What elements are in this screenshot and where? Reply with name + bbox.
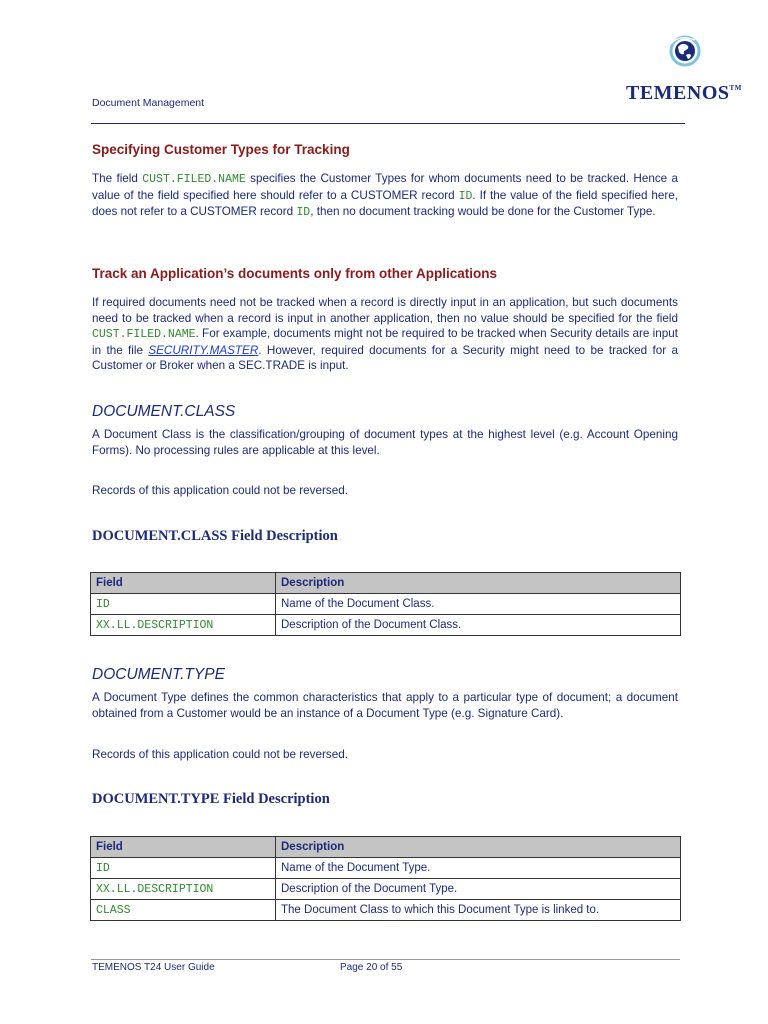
document-class-field-table — [90, 572, 681, 636]
table-header-row — [91, 837, 681, 858]
heading-customer-types: Specifying Customer Types for Tracking — [92, 142, 350, 157]
field-name-cell: ID — [91, 858, 276, 879]
description-cell: Name of the Document Type. — [276, 858, 681, 879]
field-name-cell: XX.LL.DESCRIPTION — [91, 615, 276, 636]
column-header-field: Field — [91, 837, 276, 858]
paragraph-customer-types: The field CUST.FILED.NAME specifies the Customer Types for whom documents need to be tracked. Hence a value of the field specified here should refer to a CUSTOMER record ID. If the value of the field specified here, does not refer to a CUSTOMER record ID, then no document tracking would be done for the Customer Type. — [92, 172, 679, 219]
table-row — [91, 594, 681, 615]
table-header-row — [91, 573, 681, 594]
paragraph-document-type: A Document Type defines the common characteristics that apply to a particular type of document; a document obtained from a Customer would be an instance of a Document Type (e.g. Signature Card). — [92, 691, 678, 720]
temenos-wordmark: TEMENOS™ — [626, 82, 742, 104]
description-cell: Description of the Document Class. — [276, 615, 681, 636]
page-header-title: Document Management — [92, 97, 205, 109]
footer-divider — [91, 959, 680, 960]
table-row — [91, 900, 681, 921]
paragraph-track-applications: If required documents need not be tracked when a record is directly input in an application, but such documents need to be tracked when a record is input in another application, then no value should be specified for the field CUST.FILED.NAME. For example, documents might not be required to be tracked when Security details are input in the file SECURITY.MASTER. However, required documents for a Security might need to be tracked for a Customer or Broker when a SEC.TRADE is input. — [92, 296, 678, 372]
heading-document-class: DOCUMENT.CLASS — [92, 403, 236, 420]
footer-guide-title: TEMENOS T24 User Guide — [92, 962, 215, 973]
field-name-cell: XX.LL.DESCRIPTION — [91, 879, 276, 900]
table-row — [91, 858, 681, 879]
code-field-name: CUST.FILED.NAME — [142, 173, 246, 186]
field-name-cell: CLASS — [91, 900, 276, 921]
field-name-cell: ID — [91, 594, 276, 615]
heading-document-type: DOCUMENT.TYPE — [92, 666, 225, 683]
heading-document-class-fields: DOCUMENT.CLASS Field Description — [92, 528, 338, 544]
table-row — [91, 879, 681, 900]
heading-track-applications: Track an Application’s documents only from other Applications — [92, 266, 498, 281]
code-field-name: CUST.FILED.NAME — [92, 328, 196, 341]
code-id: ID — [296, 206, 311, 219]
document-type-field-table — [90, 836, 681, 921]
header-divider — [91, 123, 685, 124]
column-header-description: Description — [276, 573, 681, 594]
security-master-link[interactable]: SECURITY.MASTER — [148, 343, 259, 357]
table-row — [91, 615, 681, 636]
description-cell: Name of the Document Class. — [276, 594, 681, 615]
heading-document-type-fields: DOCUMENT.TYPE Field Description — [92, 791, 330, 807]
reversal-note-document-class: Records of this application could not be reversed. — [92, 484, 348, 497]
reversal-note-document-type: Records of this application could not be reversed. — [92, 748, 348, 761]
paragraph-document-class: A Document Class is the classification/grouping of document types at the highest level (e.g. Account Opening Forms). No processing rules are applicable at this level. — [92, 428, 678, 457]
code-id: ID — [458, 189, 473, 203]
description-cell: Description of the Document Type. — [276, 879, 681, 900]
footer-page-number: Page 20 of 55 — [340, 962, 403, 973]
column-header-field: Field — [91, 573, 276, 594]
column-header-description: Description — [276, 837, 681, 858]
description-cell: The Document Class to which this Document Type is linked to. — [276, 900, 681, 921]
